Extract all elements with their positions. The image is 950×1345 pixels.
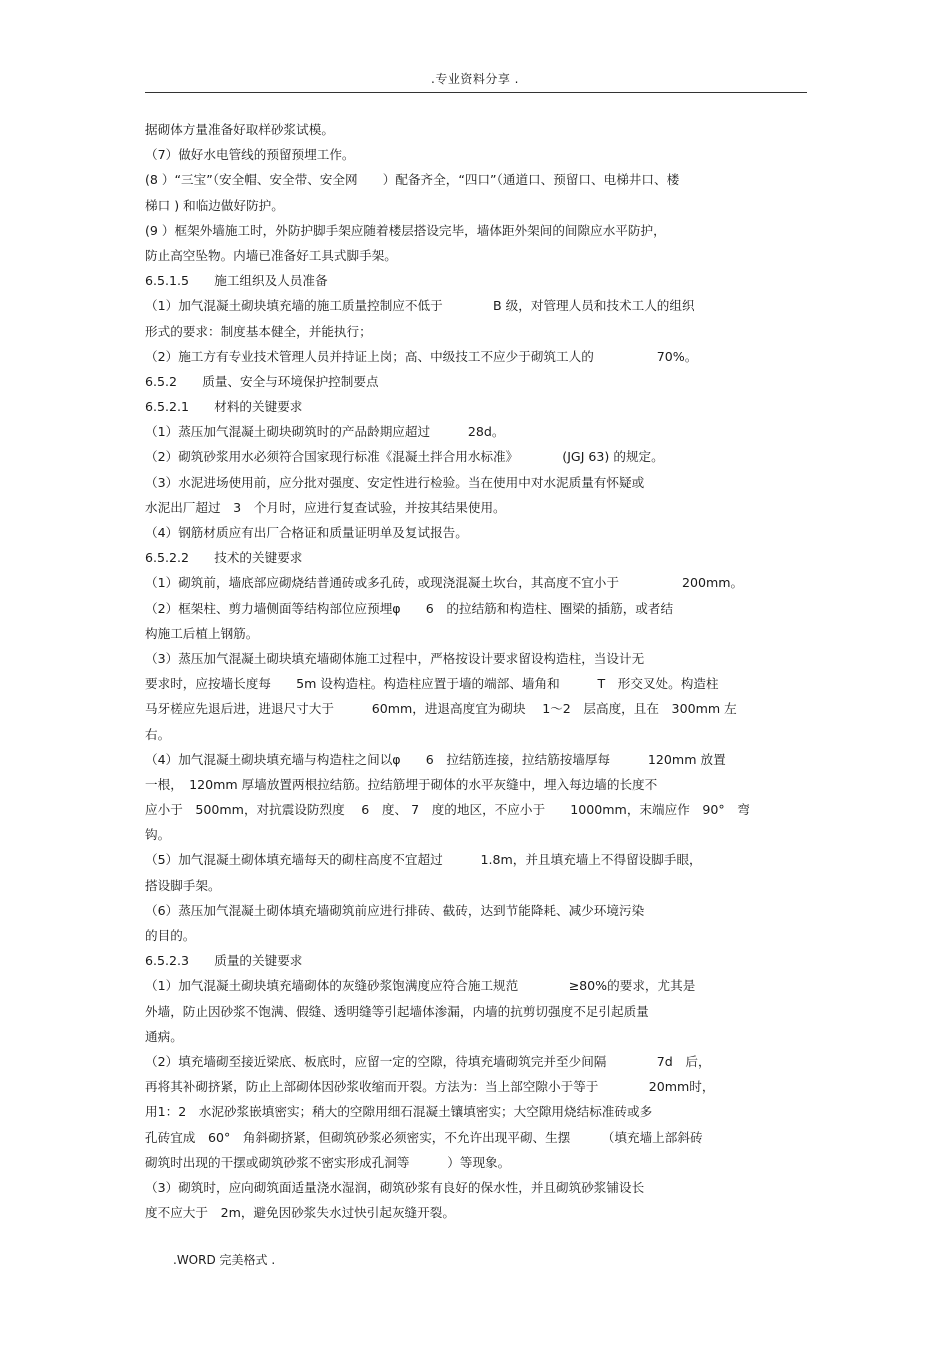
page-header: .专业资料分享 . — [431, 72, 519, 86]
text-line: 6.5.2.3 质量的关键要求 — [145, 953, 303, 969]
text-line: 6.5.2 质量、安全与环境保护控制要点 — [145, 373, 379, 389]
text-line: （2）施工方有专业技术管理人员并持证上岗；高、中级技工不应少于砌筑工人的 70%。 — [145, 348, 698, 364]
text-line: 形式的要求：制度基本健全，并能执行； — [145, 323, 372, 339]
text-line: 水泥出厂超过 3 个月时，应进行复查试验，并按其结果使用。 — [145, 499, 506, 515]
text-line: 砌筑时出现的干摆或砌筑砂浆不密实形成孔洞等 ）等现象。 — [145, 1154, 511, 1170]
text-line: 据砌体方量准备好取样砂浆试模。 — [145, 122, 334, 137]
text-line: 要求时，应按墙长度每 5m 设构造柱。构造柱应置于墙的端部、墙角和 T 形交叉处。构造柱 — [145, 676, 719, 692]
text-line: 6.5.2.1 材料的关键要求 — [145, 399, 303, 415]
text-line: （1）加气混凝土砌块填充墙砌体的灰缝砂浆饱满度应符合施工规范 ≥80%的要求，尤其是 — [145, 978, 696, 994]
text-line: 应小于 500mm，对抗震设防烈度 6 度、 7 度的地区，不应小于 1000mm，末端应作 90° 弯 — [145, 802, 750, 818]
text-line: 的目的。 — [145, 928, 196, 943]
text-line: （1）蒸压加气混凝土砌块砌筑时的产品龄期应超过 28d。 — [145, 424, 505, 440]
text-line: 右。 — [145, 726, 171, 742]
text-line: （2）框架柱、剪力墙侧面等结构部位应预埋φ 6 的拉结筋和构造柱、圈梁的插筋，或者结 — [145, 600, 674, 616]
text-line: （7）做好水电管线的预留预埋工作。 — [145, 147, 355, 163]
text-line: （1）砌筑前，墙底部应砌烧结普通砖或多孔砖，或现浇混凝土坎台，其高度不宜小于 200mm。 — [145, 575, 744, 591]
text-line: （3）蒸压加气混凝土砌块填充墙砌体施工过程中，严格按设计要求留设构造柱，当设计无 — [145, 650, 645, 666]
text-line: （4）加气混凝土砌块填充墙与构造柱之间以φ 6 拉结筋连接，拉结筋按墙厚每 120mm 放置 — [145, 751, 726, 767]
text-line: （6）蒸压加气混凝土砌体填充墙砌筑前应进行排砖、截砖，达到节能降耗、减少环境污染 — [145, 902, 645, 918]
document-body — [145, 117, 805, 1225]
text-line: (9 ）框架外墙施工时，外防护脚手架应随着楼层搭设完毕，墙体距外架间的间隙应水平防护， — [145, 222, 666, 238]
text-line: 马牙槎应先退后进，进退尺寸大于 60mm，进退高度宜为砌块 1～2 层高度，且在 300mm 左 — [145, 701, 737, 717]
text-line: 再将其补砌挤紧，防止上部砌体因砂浆收缩而开裂。方法为：当上部空隙小于等于 20mm时， — [145, 1079, 715, 1095]
text-line: （4）钢筋材质应有出厂合格证和质量证明单及复试报告。 — [145, 525, 468, 540]
text-line: 6.5.1.5 施工组织及人员准备 — [145, 273, 328, 289]
page-footer: .WORD 完美格式 . — [173, 1253, 276, 1267]
text-line: （3）水泥进场使用前，应分批对强度、安定性进行检验。当在使用中对水泥质量有怀疑或 — [145, 474, 645, 490]
text-line: 一根， 120mm 厚墙放置两根拉结筋。拉结筋埋于砌体的水平灰缝中，埋入每边墙的长度不 — [145, 776, 658, 792]
text-line: （1）加气混凝土砌块填充墙的施工质量控制应不低于 B 级，对管理人员和技术工人的组织 — [145, 298, 695, 314]
text-line: 防止高空坠物。内墙已准备好工具式脚手架。 — [145, 247, 397, 263]
text-line: 构施工后植上钢筋。 — [145, 625, 259, 641]
text-line: 梯口 ) 和临边做好防护。 — [145, 197, 284, 213]
text-line: 6.5.2.2 技术的关键要求 — [145, 550, 303, 566]
text-line: 外墙，防止因砂浆不饱满、假缝、透明缝等引起墙体渗漏，内墙的抗剪切强度不足引起质量 — [145, 1003, 649, 1019]
text-line: （2）砌筑砂浆用水必须符合国家现行标准《混凝土拌合用水标准》 (JGJ 63) 的规定。 — [145, 449, 664, 465]
text-line: 钩。 — [145, 827, 171, 843]
text-line: （3）砌筑时，应向砌筑面适量浇水湿润，砌筑砂浆有良好的保水性，并且砌筑砂浆铺设长 — [145, 1179, 645, 1195]
text-line: 通病。 — [145, 1028, 183, 1044]
text-line: (8 ）“三宝”（安全帽、安全带、安全网 ）配备齐全，“四口”（通道口、预留口、电梯井口、楼 — [145, 172, 680, 188]
header-divider — [145, 92, 807, 93]
text-line: 搭设脚手架。 — [145, 877, 221, 893]
text-line: 度不应大于 2m，避免因砂浆失水过快引起灰缝开裂。 — [145, 1205, 455, 1221]
text-line: 用1：2 水泥砂浆嵌填密实；稍大的空隙用细石混凝土镶填密实；大空隙用烧结标准砖或多 — [145, 1104, 653, 1120]
text-line: （2）填充墙砌至接近梁底、板底时，应留一定的空隙，待填充墙砌筑完并至少间隔 7d 后， — [145, 1053, 711, 1069]
text-line: （5）加气混凝土砌体填充墙每天的砌柱高度不宜超过 1.8m，并且填充墙上不得留设脚手眼， — [145, 852, 702, 868]
text-line: 孔砖宜成 60° 角斜砌挤紧，但砌筑砂浆必须密实，不允许出现平砌、生摆 （填充墙上部斜砖 — [145, 1129, 703, 1145]
